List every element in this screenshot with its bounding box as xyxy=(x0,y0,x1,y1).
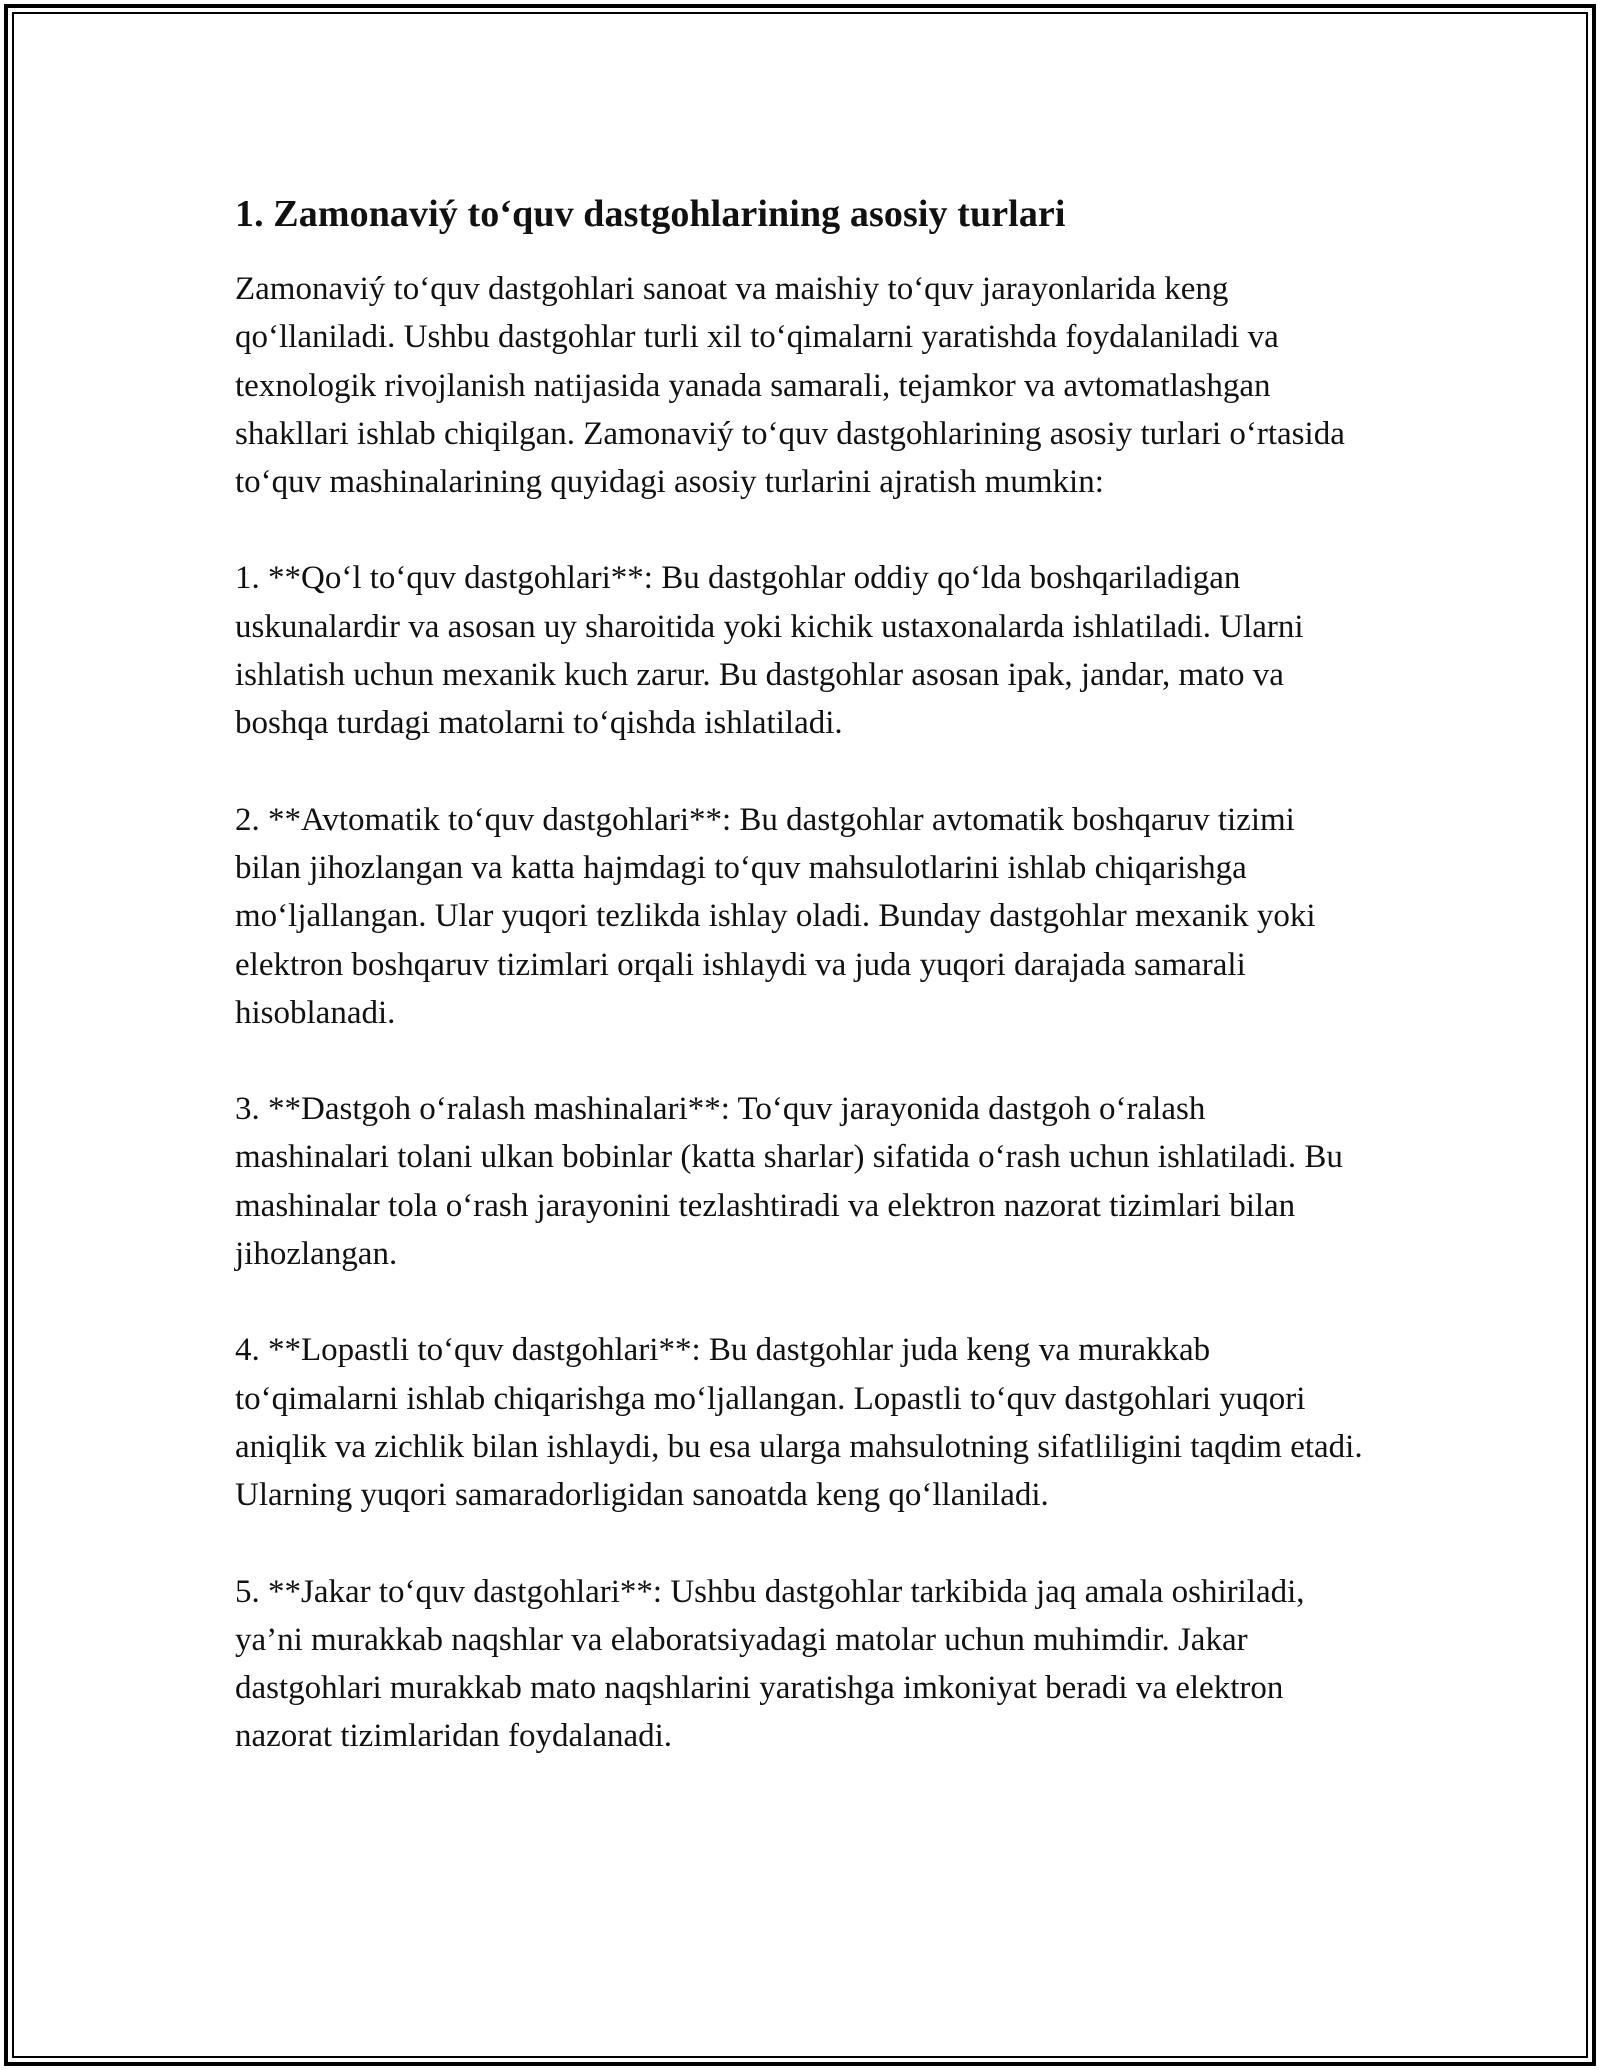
document-body xyxy=(235,185,1365,1809)
document-title: 1. Zamonaviý toʻquv dastgohlarining asosiy turlari xyxy=(235,193,1066,235)
list-item-automatic-loom: 2. **Avtomatik toʻquv dastgohlari**: Bu dastgohlar avtomatik boshqaruv tizimi bilan jihozlangan va katta hajmdagi toʻquv mahsulotlarini ishlab chiqarishga moʻljallangan. Ular yuqori tezlikda ishlay oladi. Bunday dastgohlar mexanik yoki elektron boshqaruv tizimlari orqali ishlaydi va juda yuqori darajada samarali hisoblanadi. xyxy=(235,801,1316,1031)
list-item-jacquard-loom: 5. **Jakar toʻquv dastgohlari**: Ushbu dastgohlar tarkibida jaq amala oshiriladi, ya’ni murakkab naqshlar va elaboratsiyadagi matolar uchun muhimdir. Jakar dastgohlari murakkab mato naqshlarini yaratishga imkoniyat beradi va elektron nazorat tizimlaridan foydalanadi. xyxy=(235,1573,1305,1755)
list-item-winding-machine: 3. **Dastgoh oʻralash mashinalari**: Toʻquv jarayonida dastgoh oʻralash mashinalari tolani ulkan bobinlar (katta sharlar) sifatida oʻrash uchun ishlatiladi. Bu mashinalar tola oʻrash jarayonini tezlashtiradi va elektron nazorat tizimlari bilan jihozlangan. xyxy=(235,1091,1343,1273)
intro-paragraph: Zamonaviý toʻquv dastgohlari sanoat va maishiy toʻquv jarayonlarida keng qoʻllaniladi. Ushbu dastgohlar turli xil toʻqimalarni yaratishda foydalaniladi va texnologik rivojlanish natijasida yanada samarali, tejamkor va avtomatlashgan shakllari ishlab chiqilgan. Zamonaviý toʻquv dastgohlarining asosiy turlari oʻrtasida toʻquv mashinalarining quyidagi asosiy turlarini ajratish mumkin: xyxy=(235,271,1345,501)
list-item-rapier-loom: 4. **Lopastli toʻquv dastgohlari**: Bu dastgohlar juda keng va murakkab toʻqimalarni ishlab chiqarishga moʻljallangan. Lopastli toʻquv dastgohlari yuqori aniqlik va zichlik bilan ishlaydi, bu esa ularga mahsulotning sifatliligini taqdim etadi. Ularning yuqori samaradorligidan sanoatda keng qoʻllaniladi. xyxy=(235,1332,1363,1514)
list-item-hand-loom: 1. **Qoʻl toʻquv dastgohlari**: Bu dastgohlar oddiy qoʻlda boshqariladigan uskunalardir va asosan uy sharoitida yoki kichik ustaxonalarda ishlatiladi. Ularni ishlatish uchun mexanik kuch zarur. Bu dastgohlar asosan ipak, jandar, mato va boshqa turdagi matolarni toʻqishda ishlatiladi. xyxy=(235,560,1304,742)
